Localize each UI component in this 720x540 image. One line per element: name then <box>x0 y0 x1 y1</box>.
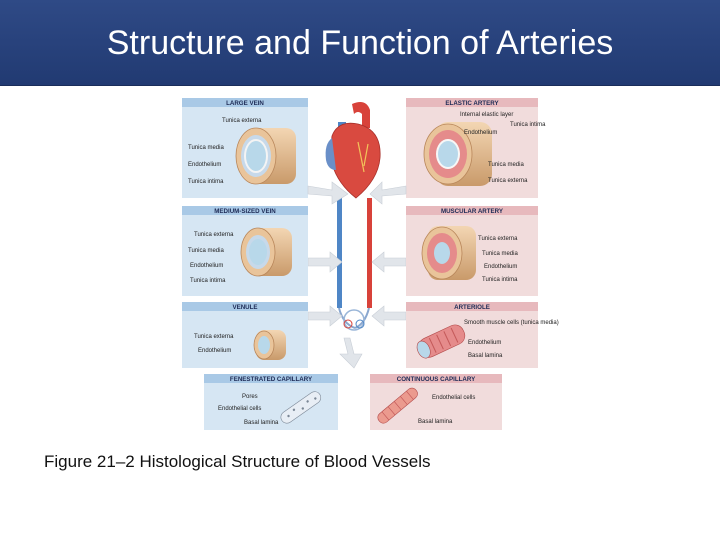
label: Smooth muscle cells (tunica media) <box>464 320 559 326</box>
label: Tunica externa <box>478 236 518 242</box>
panel-title: FENESTRATED CAPILLARY <box>229 376 313 383</box>
panel-title: MEDIUM-SIZED VEIN <box>214 208 276 215</box>
panel-continuous-capillary <box>370 374 502 430</box>
blood-vessel-figure <box>182 98 559 430</box>
label: Tunica intima <box>190 278 226 284</box>
label: Endothelium <box>190 263 224 269</box>
label: Tunica externa <box>194 232 234 238</box>
label: Tunica externa <box>222 118 262 124</box>
panel-venule <box>182 302 308 368</box>
panel-title: ARTERIOLE <box>454 304 490 311</box>
title-bar <box>0 0 720 86</box>
slide-title: Structure and Function of Arteries <box>106 24 614 62</box>
label: Tunica intima <box>482 277 518 283</box>
panel-title: MUSCULAR ARTERY <box>440 208 504 215</box>
label: Internal elastic layer <box>460 112 514 118</box>
label: Tunica externa <box>194 334 234 340</box>
panel-large-vein <box>182 98 308 198</box>
label: Tunica externa <box>488 178 528 184</box>
label: Pores <box>242 394 258 400</box>
panel-muscular-artery <box>406 206 538 296</box>
connector-arrows <box>308 182 406 368</box>
panel-medium-vein <box>182 206 308 296</box>
blood-vessel-diagram <box>182 98 559 430</box>
vessel-network <box>337 198 372 330</box>
label: Endothelium <box>464 130 498 136</box>
panel-title: ELASTIC ARTERY <box>445 100 499 107</box>
panel-arteriole <box>406 302 559 368</box>
label: Tunica media <box>188 145 224 151</box>
panel-elastic-artery <box>406 98 546 198</box>
label: Basal lamina <box>244 420 279 426</box>
figure-caption: Figure 21–2 Histological Structure of Blood Vessels <box>44 452 431 471</box>
label: Endothelium <box>188 162 222 168</box>
label: Tunica intima <box>188 179 224 185</box>
panel-title: VENULE <box>232 304 258 311</box>
label: Endothelial cells <box>432 395 476 401</box>
label: Endothelium <box>198 348 232 354</box>
panel-title: LARGE VEIN <box>226 100 264 107</box>
label: Endothelial cells <box>218 406 262 412</box>
label: Tunica media <box>188 248 224 254</box>
label: Tunica media <box>488 162 524 168</box>
label: Endothelium <box>468 340 502 346</box>
label: Endothelium <box>484 264 518 270</box>
label: Tunica media <box>482 251 518 257</box>
label: Basal lamina <box>468 353 503 359</box>
label: Basal lamina <box>418 419 453 425</box>
label: Tunica intima <box>510 122 546 128</box>
panel-fenestrated-capillary <box>204 374 338 430</box>
panel-title: CONTINUOUS CAPILLARY <box>396 376 476 383</box>
